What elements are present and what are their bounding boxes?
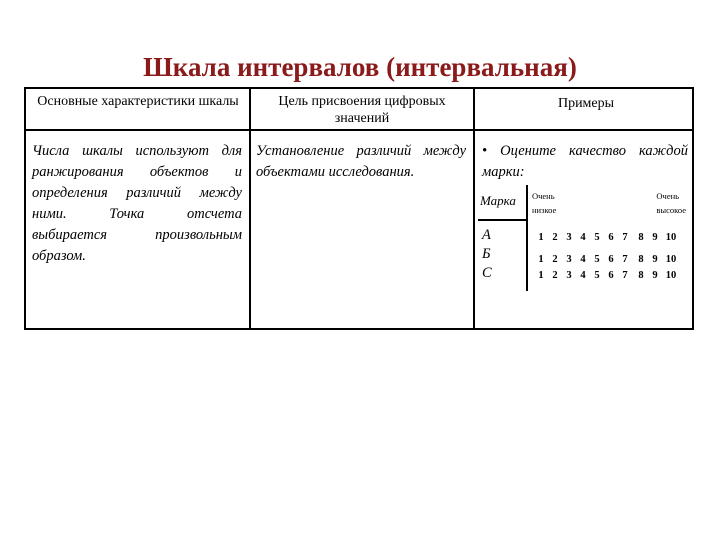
- scale-number: 9: [652, 232, 658, 243]
- high-label-line1: Очень: [656, 191, 680, 201]
- page-title: Шкала интервалов (интервальная): [143, 52, 577, 82]
- scale-number: 1: [538, 232, 544, 243]
- scale-number: 8: [638, 232, 644, 243]
- column-divider: [249, 89, 251, 328]
- scale-number: 6: [608, 254, 614, 265]
- header-divider: [26, 129, 692, 131]
- scale-number: 3: [566, 254, 572, 265]
- scale-number: 1: [538, 270, 544, 281]
- header-purpose: Цель присвоения цифровых значений: [278, 94, 446, 126]
- brand-a: А: [482, 227, 491, 243]
- scale-number: 7: [622, 254, 628, 265]
- scale-number: 9: [652, 270, 658, 281]
- scale-number: 1: [538, 254, 544, 265]
- scale-number: 2: [552, 270, 558, 281]
- scale-number: 3: [566, 270, 572, 281]
- marka-label: Марка: [480, 193, 516, 208]
- brand-b: Б: [482, 246, 491, 262]
- scale-number: 5: [594, 270, 600, 281]
- scale-number: 8: [638, 254, 644, 265]
- scale-number: 9: [652, 254, 658, 265]
- example-question: • Оцените качество каждой марки:: [482, 143, 688, 180]
- mini-divider-horizontal: [478, 219, 528, 221]
- low-label-line1: Очень: [532, 191, 555, 201]
- scale-number: 5: [594, 254, 600, 265]
- column-divider: [473, 89, 475, 328]
- scale-number: 10: [665, 270, 677, 281]
- scale-number: 5: [594, 232, 600, 243]
- rating-mini-table: [478, 185, 694, 291]
- scale-number: 3: [566, 232, 572, 243]
- characteristics-text: Числа шкалы используют для ранжирования объектов и определения различий между ними. Точка отсчета выбирается произвольным образом.: [32, 143, 242, 264]
- header-characteristics: Основные характеристики шкалы: [37, 94, 239, 109]
- header-examples: Примеры: [557, 96, 615, 111]
- scale-number: 4: [580, 254, 586, 265]
- scale-number: 4: [580, 232, 586, 243]
- scale-number: 10: [665, 232, 677, 243]
- scale-number: 6: [608, 232, 614, 243]
- scale-number: 7: [622, 270, 628, 281]
- scale-number: 8: [638, 270, 644, 281]
- interval-scale-table: [24, 87, 694, 330]
- brand-c: С: [482, 265, 492, 281]
- high-label: [656, 189, 686, 217]
- purpose-text: Установление различий между объектами исследования.: [256, 143, 466, 180]
- scale-number: 2: [552, 232, 558, 243]
- scale-number: 2: [552, 254, 558, 265]
- scale-number: 6: [608, 270, 614, 281]
- scale-number: 7: [622, 232, 628, 243]
- scale-number: 10: [665, 254, 677, 265]
- high-label-line2: высокое: [656, 205, 686, 215]
- scale-number: 4: [580, 270, 586, 281]
- low-label: [532, 189, 556, 217]
- mini-divider-vertical: [526, 185, 528, 291]
- low-label-line2: низкое: [532, 205, 557, 215]
